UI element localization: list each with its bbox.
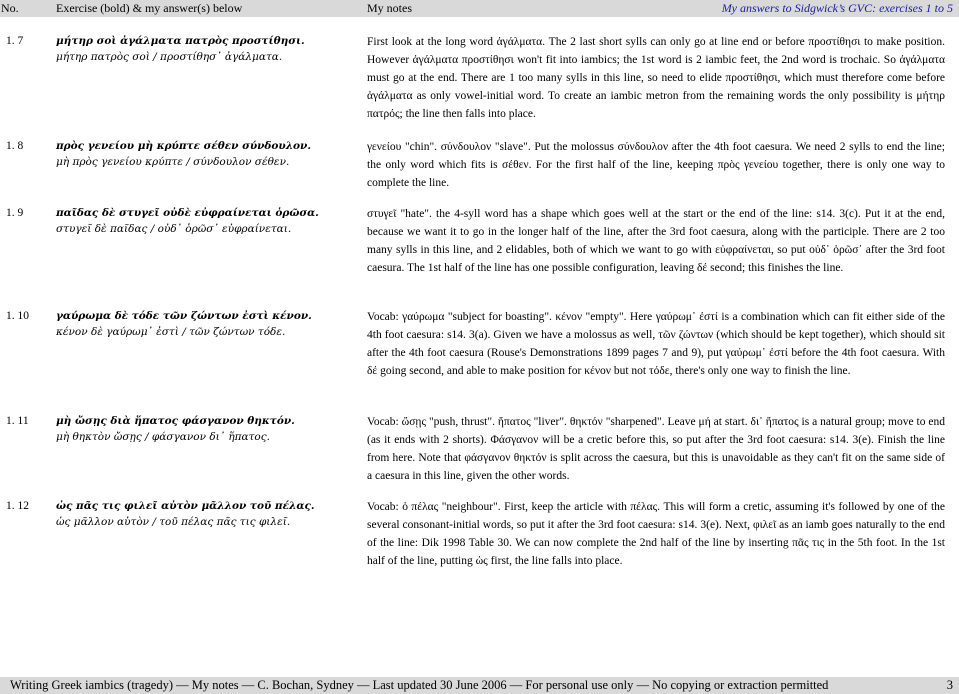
exercise-number: 1. 10 — [6, 310, 29, 322]
answer-text: κένον δὲ γαύρωμ᾽ ἐστὶ / τῶν ζώντων τόδε. — [56, 326, 286, 338]
exercise-text: πρὸς γενείου μὴ κρύπτε σέθεν σύνδουλον. — [56, 140, 311, 152]
header-title: My answers to Sidgwick’s GVC: exercises 1 to 5 — [721, 1, 953, 15]
exercise-notes: γενείου "chin". σύνδουλον "slave". Put the molossus σύνδουλον after the 4th foot caesura. We need 2 sylls to end the line; the only word which fits is σέθεν. For the first half of the line, keeping πρὸς γενείου together, there is only one way to complete the line. — [367, 141, 945, 189]
header-notes: My notes — [367, 1, 412, 15]
exercise-number: 1. 9 — [6, 207, 24, 219]
answer-text: μήτηρ πατρὸς σοὶ / προστίθησ᾽ ἀγάλματα. — [56, 51, 283, 63]
exercise-greek — [56, 413, 356, 445]
exercise-notes: Vocab: γαύρωμα "subject for boasting". κένον "empty". Here γαύρωμ᾽ ἐστί is a combination which can fit either side of the 4th foot caesura: s14. 3(a). Given we have a molossus as well, τῶν ζώντων (which should be kept together), which should sit after the 4th foot caesura (Rouse's Demonstrations 1899 pages 7 and 9), put γαύρωμ᾽ ἐστί before the 4th foot caesura. With δέ going second, and able to make position for κένον but not τόδε, there's only one way to finish the line. — [367, 311, 945, 377]
answer-text: ὡς μᾶλλον αὑτὸν / τοῦ πέλας πᾶς τις φιλεῖ. — [56, 516, 291, 528]
header-no: No. — [1, 1, 19, 15]
answer-text: μὴ πρὸς γενείου κρύπτε / σύνδουλον σέθεν. — [56, 156, 290, 168]
exercise-text: ὡς πᾶς τις φιλεῖ αὐτὸν μᾶλλον τοῦ πέλας. — [56, 500, 315, 512]
exercise-greek — [56, 498, 356, 530]
header-exercise: Exercise (bold) & my answer(s) below — [56, 1, 243, 15]
exercise-notes: Vocab: ὤσῃς "push, thrust". ἥπατος "liver". θηκτόν "sharpened". Leave μή at start. δι᾽ ἥπατος is a natural group; move to end (as it ends with 2 shorts). Φάσγανον will be a cretic before this, so put after the 3rd foot caesura: s14. 3(e). Finish the line from here. Note that φάσγανον θηκτόν is split across the caesura, but this is unavoidable as they can't fit on the same side of a caesura in this line, given the other words. — [367, 416, 945, 482]
exercise-greek — [56, 205, 356, 237]
page-number: 3 — [946, 678, 953, 692]
exercise-text: παῖδας δὲ στυγεῖ οὐδὲ εὐφραίνεται ὁρῶσα. — [56, 207, 319, 219]
exercise-greek — [56, 33, 356, 65]
exercise-number: 1. 12 — [6, 500, 29, 512]
exercise-notes: Vocab: ὁ πέλας "neighbour". First, keep the article with πέλας. This will form a cretic, assuming it's followed by one of the several consonant-initial words, so put it after the 3rd foot caesura: s14. 3(e). Next, φιλεῖ as an iamb goes naturally to the end of the line: Dik 1998 Table 30. We can now complete the 2nd half of the line by inserting πᾶς τις in the 5th foot. In the 1st half of the line, putting ὡς first, the line falls into place. — [367, 501, 945, 567]
answer-text: μὴ θηκτὸν ὤσῃς / φάσγανον δι᾽ ἥπατος. — [56, 431, 270, 443]
header-bar — [0, 0, 959, 17]
exercise-text: μὴ ὤσῃς διὰ ἥπατος φάσγανον θηκτόν. — [56, 415, 295, 427]
answer-text: στυγεῖ δὲ παῖδας / οὐδ᾽ ὁρῶσ᾽ εὐφραίνεται. — [56, 223, 292, 235]
exercise-text: γαύρωμα δὲ τόδε τῶν ζώντων ἐστὶ κένον. — [56, 310, 312, 322]
exercise-number: 1. 7 — [6, 35, 24, 47]
exercise-greek — [56, 308, 356, 340]
exercise-text: μήτηρ σοὶ ἀγάλματα πατρὸς προστίθησι. — [56, 35, 305, 47]
exercise-number: 1. 11 — [6, 415, 29, 427]
exercise-number: 1. 8 — [6, 140, 24, 152]
exercise-greek — [56, 138, 356, 170]
footer-bar — [0, 677, 959, 694]
exercise-notes: στυγεῖ "hate". the 4-syll word has a shape which goes well at the start or the end of the line: s14. 3(c). Put it at the end, because we want it to go in the longer half of the line, after the 3rd foot caesura, along with the participle. There are 2 too many sylls in this line, and 2 elidables, both of which we want to go with εὐφραίνεται, so put οὐδ᾽ ὁρῶσ᾽ after the 3rd foot caesura. The 1st half of the line has one possible configuration, leaving δέ second; this finishes the line. — [367, 208, 945, 274]
exercise-notes: First look at the long word ἀγάλματα. The 2 last short sylls can only go at line end or before προστίθησι to make position. However ἀγάλματα προστίθησι won't fit into iambics; the 1st word is 2 iambic feet, the 2nd word is trochaic. So ἀγάλματα must go at the end. There are 1 too many sylls in this line, so need to elide προστίθησι, which must therefore come before ἀγάλματα as only vowel-initial word. To create an iambic metron from the remaining words the only possibility is μήτηρ πατρός; the line then falls into place. — [367, 36, 945, 120]
footer-text: Writing Greek iambics (tragedy) — My notes — C. Bochan, Sydney — Last updated 30 June 2006 — For personal use only — No copying or extraction permitted — [10, 678, 829, 692]
